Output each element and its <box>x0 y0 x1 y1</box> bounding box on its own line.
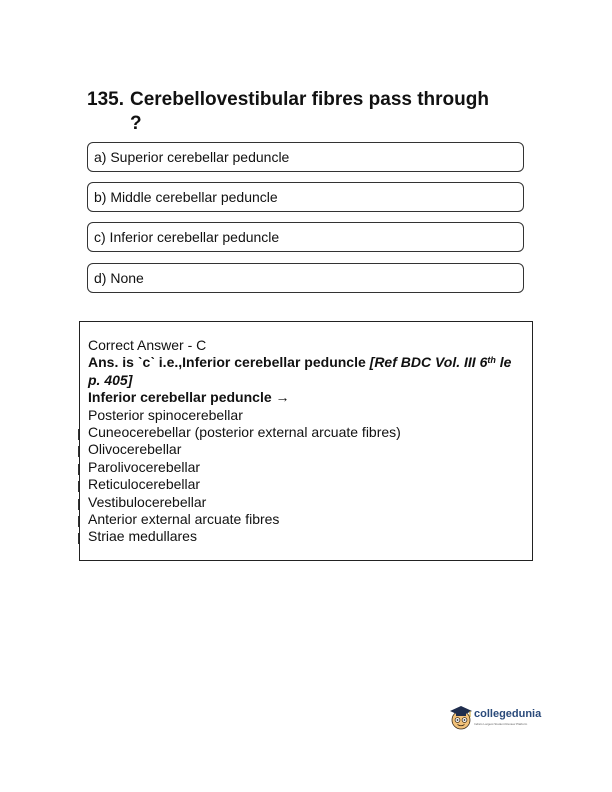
correct-answer-label: Correct Answer - C <box>88 337 207 353</box>
answer-explanation <box>88 354 524 371</box>
answer-reference <box>370 354 512 370</box>
list-item <box>88 424 524 441</box>
bullet-mark <box>78 429 79 440</box>
question <box>87 88 537 136</box>
bullet-mark <box>78 446 79 457</box>
bullet-mark <box>78 464 79 475</box>
list-item <box>88 494 524 511</box>
list-item <box>88 407 524 424</box>
list-item <box>88 459 524 476</box>
question-line-1 <box>87 88 537 112</box>
answer-heading: Inferior cerebellar peduncle → <box>88 389 290 406</box>
logo-wordmark: collegedunia <box>474 708 542 720</box>
fibre-name: Reticulocerebellar <box>88 476 201 493</box>
bullet-mark <box>78 533 79 544</box>
list-item <box>88 511 524 528</box>
answer-box <box>79 321 533 561</box>
logo-tagline: India's Largest Student Review Platform <box>474 722 528 726</box>
answer-prefix: Ans. is ˋcˋ i.e.,Inferior cerebellar peduncle <box>88 354 370 371</box>
reference-superscript: th <box>487 355 496 366</box>
question-number: 135. <box>87 89 124 110</box>
option-a[interactable]: a) Superior cerebellar peduncle <box>87 142 524 172</box>
fibre-list <box>88 407 524 546</box>
fibre-name: Striae medullares <box>88 528 197 545</box>
bullet-mark <box>78 516 79 527</box>
fibre-name: Vestibulocerebellar <box>88 493 207 510</box>
fibre-name: Parolivocerebellar <box>88 458 201 475</box>
collegedunia-logo <box>449 703 549 733</box>
list-item <box>88 528 524 545</box>
list-item <box>88 441 524 458</box>
reference-part-1: [Ref BDC Vol. III 6 <box>369 354 488 371</box>
option-b[interactable]: b) Middle cerebellar peduncle <box>87 182 524 212</box>
list-item <box>88 476 524 493</box>
question-text-continued: ? <box>130 113 142 134</box>
fibre-name: Olivocerebellar <box>88 441 182 458</box>
option-c[interactable]: c) Inferior cerebellar peduncle <box>87 222 524 252</box>
fibre-name: Posterior spinocerebellar <box>88 406 243 423</box>
reference-part-2: le <box>495 354 512 371</box>
bullet-mark <box>78 499 79 510</box>
question-text: Cerebellovestibular fibres pass through <box>130 89 489 110</box>
fibre-name: Cuneocerebellar (posterior external arcuate fibres) <box>88 424 401 441</box>
bullet-mark <box>78 481 79 492</box>
fibre-name: Anterior external arcuate fibres <box>88 511 280 528</box>
mascot-icon <box>449 703 473 733</box>
answer-content <box>88 337 524 546</box>
option-d[interactable]: d) None <box>87 263 524 293</box>
reference-page: p. 405] <box>88 371 133 388</box>
